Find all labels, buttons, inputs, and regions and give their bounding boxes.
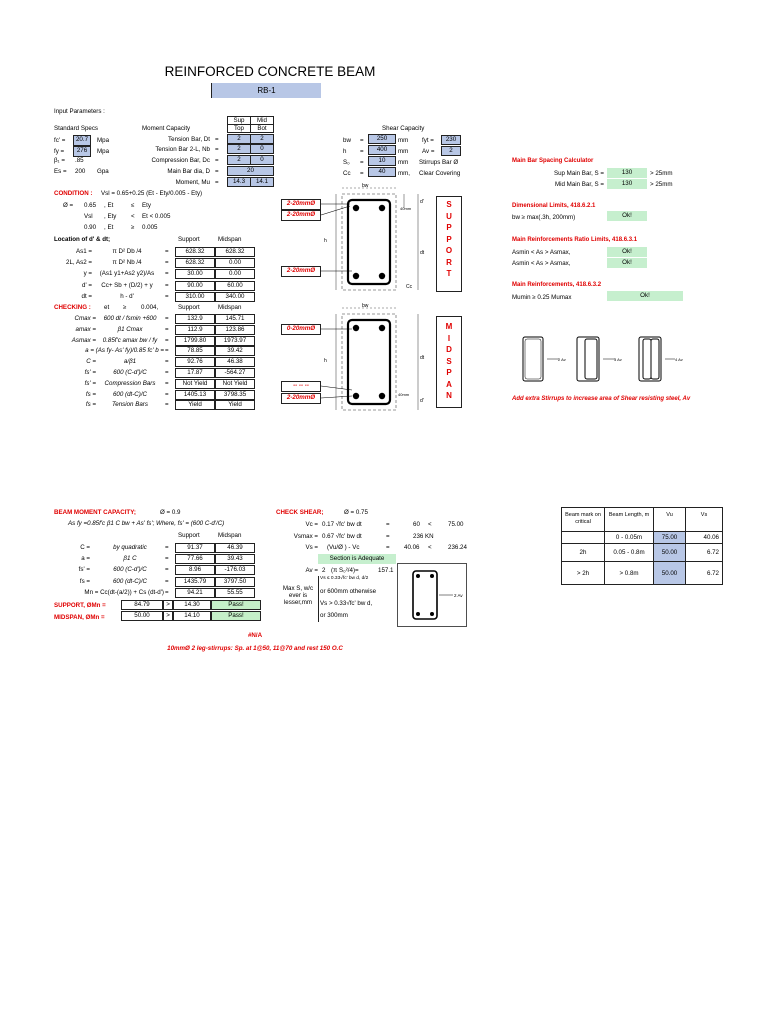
mid-spacing-value: 130: [607, 179, 647, 189]
vsmax-val: 236 KN: [413, 533, 434, 540]
midspan-letter: N: [446, 391, 452, 400]
support-pass: Pass!: [211, 600, 261, 610]
chk-sup-value: Yield: [175, 400, 215, 410]
h-dim-label: h: [324, 238, 327, 244]
sup-spacing-label: Sup Main Bar, S =: [553, 170, 604, 177]
midspan-header: Midspan: [218, 236, 242, 243]
loc-row-label: y =: [83, 270, 92, 278]
chk-row-label: fs' =: [84, 369, 96, 376]
condition-label: CONDITION :: [54, 190, 93, 197]
cc-input[interactable]: 40: [368, 167, 396, 177]
cond-row: ≥: [131, 224, 135, 231]
chk-row-formula: β1 Cmax: [117, 325, 143, 333]
chk-sup-value: 1405.13: [175, 390, 215, 400]
av-input[interactable]: 2: [441, 146, 461, 156]
bm-mid-value: 46.39: [215, 543, 255, 553]
midspan-letter: A: [446, 379, 452, 389]
loc-row-label: dt =: [81, 292, 92, 300]
table-header: Beam Length, m: [605, 508, 654, 532]
eq: =: [165, 358, 169, 366]
condition-formula: Vsl = 0.65+0.25 (Et - Ety/0.005 - Ety): [101, 190, 203, 197]
table-cell: [562, 532, 605, 544]
eq: =: [165, 292, 169, 300]
bm-row-label: fs' =: [78, 566, 90, 574]
cond-row: Vsl: [84, 213, 93, 220]
max-s-label: Max S, w/c ever is lesser,mm: [282, 585, 314, 606]
support-letter: R: [446, 257, 452, 267]
table-cell: 50.00: [654, 562, 686, 585]
vs-cmp: <: [428, 544, 432, 551]
stirrup-note: Add extra Stirrups to increase area of Shear resisting steel, Av: [512, 396, 691, 402]
chk-sup-value: 132.9: [175, 314, 215, 324]
loc-sup-value: 90.00: [175, 281, 215, 291]
d-prime-label: d': [420, 398, 424, 404]
check-shear-phi: Ø = 0.75: [344, 509, 368, 516]
ratio2-label: Asmin < As > Asmax,: [512, 260, 571, 267]
av-calc-val: 157.1: [378, 567, 394, 574]
eq: =: [165, 577, 169, 585]
midspan-letter: I: [447, 333, 451, 343]
eq: =: [215, 168, 219, 175]
bm-row-label: Mn = Cc(dt-(a/2)) + Cs (dt-d'): [84, 588, 164, 596]
chk-mid-value: 46.38: [215, 357, 255, 367]
eq: =: [165, 379, 169, 387]
fy-label: fy =: [54, 148, 65, 155]
s0-input[interactable]: 10: [368, 156, 396, 166]
eq: =: [165, 259, 169, 267]
table-cell: 75.00: [654, 532, 686, 544]
support-header: Support: [178, 532, 200, 539]
chk-mid-value: 3798.35: [215, 390, 255, 400]
eq: =: [165, 588, 169, 596]
main-bar-dia-input[interactable]: 20: [227, 166, 274, 176]
mc-mid-input[interactable]: 0: [250, 155, 274, 165]
bm-mid-value: 55.55: [215, 588, 255, 598]
loc-sup-value: 628.32: [175, 247, 215, 257]
table-cell: > 2h: [562, 562, 605, 585]
checking-et: et: [104, 304, 110, 311]
eq: =: [165, 544, 169, 551]
support-cmp: >: [163, 600, 173, 610]
mid-spacing-label: Mid Main Bar, S =: [554, 181, 604, 188]
chk-row-label: fs' =: [84, 379, 96, 387]
cond-row: 0.65: [84, 202, 97, 209]
bm-sup-value: 1435.79: [175, 577, 215, 587]
cond-row: <: [131, 213, 135, 220]
fc-input[interactable]: 20.7: [73, 135, 91, 146]
midspan-header: Midspan: [218, 532, 242, 539]
av-calc-n: 2: [322, 567, 326, 574]
table-header: Beam mark on critical: [562, 508, 605, 532]
mc-row-label: Tension Bar 2-L, Nb: [155, 146, 210, 153]
loc-row-label: As1 =: [76, 248, 92, 255]
table-header: Vs: [686, 508, 723, 532]
bw-unit: mm: [398, 137, 409, 144]
bm-row-formula: 600 (C-d')/C: [113, 566, 147, 574]
eq: =: [165, 336, 169, 344]
support-header: Support: [178, 304, 200, 311]
s0-note: Stirrups Bar Ø: [419, 159, 459, 166]
chk-mid-value: Not Yield: [215, 379, 255, 389]
fc-unit: Mpa: [97, 137, 110, 144]
support-phimn-label: SUPPORT, ØMn =: [54, 602, 106, 609]
chk-row-label: Asmax =: [71, 336, 96, 344]
eq: =: [165, 270, 169, 278]
mc-row-label: Moment, Mu: [175, 179, 210, 186]
bw-dim-label: bw: [362, 183, 369, 189]
loc-mid-value: 60.00: [215, 281, 255, 291]
midspan-header: Midspan: [218, 304, 242, 311]
chk-mid-value: 39.42: [215, 346, 255, 356]
standard-specs-heading: Standard Specs: [54, 125, 99, 132]
s40-label: 40mm: [398, 392, 410, 397]
section-adequate: Section is Adequate: [318, 554, 396, 564]
mc-sup-input[interactable]: 2: [227, 134, 251, 144]
loc-row-label: 2L, As2 =: [66, 259, 92, 267]
col-mid: Mid: [250, 116, 274, 125]
chk-row-label: a = (As fy- As' fy)/0.85 fc' b =: [85, 347, 164, 355]
bm-sup-value: 91.37: [175, 543, 215, 553]
chk-row-formula: 600 dt / fsmin +600: [103, 315, 157, 322]
h-dim-label: h: [324, 358, 327, 364]
mc-row-label: Tension Bar, Dt: [168, 136, 210, 143]
checking-label: CHECKING :: [54, 304, 91, 311]
mc-sup-input[interactable]: 2: [227, 155, 251, 165]
bw-dim-label: bw: [362, 303, 369, 309]
chk-mid-value: Yield: [215, 400, 255, 410]
beam-moment-title: BEAM MOMENT CAPACITY;: [54, 509, 136, 516]
cond-row: , Et: [104, 202, 114, 209]
fyt-input[interactable]: 230: [441, 135, 461, 145]
mc-row-label: Compression Bar, Dc: [151, 157, 210, 164]
main-value: Ok!: [607, 291, 683, 301]
s0-label: S₀: [343, 159, 350, 166]
eq: =: [215, 179, 219, 186]
eq: =: [360, 148, 364, 155]
loc-sup-value: 30.00: [175, 269, 215, 279]
midspan-pass: Pass!: [211, 611, 261, 621]
bm-sup-value: 8.96: [175, 565, 215, 575]
sup-spacing-value: 130: [607, 168, 647, 178]
chk-mid-value: 145.71: [215, 314, 255, 324]
av-fig-label: 3 Av: [614, 357, 622, 362]
table-cell: > 0.8m: [605, 562, 654, 585]
table-cell: 6.72: [686, 562, 723, 585]
midspan-letter: D: [446, 345, 452, 354]
bm-row-label: C =: [80, 544, 90, 551]
table-cell: 0 - 0.05m: [605, 532, 654, 544]
loc-mid-value: 628.32: [215, 247, 255, 257]
bm-row-formula: β1 C: [123, 555, 137, 563]
dt-dim-label: dt: [420, 355, 425, 361]
bm-row-label: a =: [81, 555, 90, 563]
cond-row: ≤: [131, 202, 135, 209]
mu-sup-input[interactable]: 14.3: [227, 177, 251, 187]
sup-top-bar-label: 2-20mmØ: [281, 199, 321, 210]
chk-row-label: C =: [86, 358, 96, 366]
col-top: Top: [227, 124, 251, 133]
sup-bot-bar-label: 2-20mmØ: [281, 266, 321, 277]
midspan-mu: 14.10: [173, 611, 211, 621]
bm-sup-value: 77.66: [175, 554, 215, 564]
mc-mid-input[interactable]: 0: [250, 144, 274, 154]
vsmax-eq: =: [386, 533, 390, 540]
bm-row-formula: 600 (dt-C)/C: [112, 577, 148, 585]
mid-dash-label: -- -- --: [281, 381, 321, 392]
eq: =: [360, 170, 364, 177]
eq: =: [165, 555, 169, 563]
loc-row-formula: h - d': [120, 292, 134, 300]
h-label: h: [343, 148, 347, 155]
stirrup-spec: 10mmØ 2 leg-stirrups: Sp. at 1@50, 11@70 and rest 150 O.C: [167, 645, 343, 652]
chk-sup-value: 1799.80: [175, 336, 215, 346]
vs-label: Vs =: [305, 544, 318, 551]
support-phimn-value: 84.79: [121, 600, 163, 610]
av-calc-label: Av =: [305, 567, 318, 574]
chk-row-label: amax =: [75, 325, 96, 333]
chk-sup-value: Not Yield: [175, 379, 215, 389]
vsmax-label: Vsmax =: [293, 533, 318, 540]
max-s-note: Vs > 0.33√fc' bw d,: [320, 600, 373, 607]
s40-label: 40mm: [400, 206, 412, 211]
eq: =: [165, 325, 169, 333]
chk-sup-value: 78.85: [175, 346, 215, 356]
loc-mid-value: 0.00: [215, 258, 255, 268]
dim-title: Dimensional Limits, 418.6.2.1: [512, 203, 596, 209]
midspan-phimn-value: 50.00: [121, 611, 163, 621]
av-fig-label: 4 Av: [675, 357, 683, 362]
vc-formula: 0.17 √fc' bw dt: [322, 521, 362, 528]
loc-row-formula: (As1 y1+As2 y2)/As: [99, 270, 155, 278]
ratio2-value: Ok!: [607, 258, 647, 268]
mid-top-bar-label: 0-20mmØ: [281, 324, 321, 335]
d-prime-label: d': [420, 199, 424, 205]
b1-label: β₁ =: [54, 157, 65, 164]
support-letter: S: [446, 200, 452, 209]
page-title: REINFORCED CONCRETE BEAM: [164, 64, 376, 79]
table-cell: 40.06: [686, 532, 723, 544]
vs-val: 40.06: [404, 544, 420, 551]
col-sup: Sup: [227, 116, 251, 125]
b1-value: .85: [75, 157, 84, 164]
vc-label: Vc =: [305, 521, 318, 528]
cc-unit: mm,: [398, 170, 411, 177]
eq: =: [165, 566, 169, 574]
sup-top-bar-label-2: 2-20mmØ: [281, 210, 321, 221]
eq: =: [165, 347, 169, 355]
dim-label: bw ≥ max(.3h, 200mm): [512, 214, 576, 221]
es-value: 200: [75, 168, 86, 175]
col-bot: Bot: [250, 124, 274, 133]
loc-row-formula: π D² Nb /4: [112, 259, 142, 267]
checking-val: 0.004,: [141, 304, 159, 311]
cc-note: Clear Covering: [419, 170, 461, 177]
na-value: #N/A: [247, 632, 263, 639]
support-letter: P: [446, 234, 452, 244]
chk-row-formula: 600 (dt-C)/C: [112, 390, 148, 398]
support-mu: 14.30: [173, 600, 211, 610]
mu-mid-input[interactable]: 14.1: [250, 177, 274, 187]
chk-row-formula: Compression Bars: [104, 379, 156, 387]
vs-eq: =: [386, 544, 390, 551]
main-label: Mumin ≥ 0.25 Mumax: [512, 294, 572, 301]
eq: =: [165, 281, 169, 289]
h-unit: mm: [398, 148, 409, 155]
midspan-letter: M: [445, 322, 453, 331]
loc-sup-value: 310.00: [175, 292, 215, 302]
eq: =: [215, 136, 219, 143]
mid-spacing-cond: > 25mm: [650, 181, 673, 188]
cond-row: 0.90: [84, 224, 97, 231]
vc-val: 60: [413, 521, 420, 528]
eq: =: [215, 157, 219, 164]
es-unit: Gpa: [97, 168, 109, 175]
support-letter: P: [446, 223, 452, 232]
eq: =: [165, 315, 169, 322]
vc-eq: =: [386, 521, 390, 528]
loc-mid-value: 0.00: [215, 269, 255, 279]
vc-vu: 75.00: [448, 521, 464, 528]
midspan-letter: S: [446, 356, 452, 366]
chk-row-formula: 0.85f'c amax bw / fy: [102, 336, 158, 344]
max-s-note: or 600mm otherwise: [320, 588, 377, 595]
eq: =: [360, 159, 364, 166]
av-label: Av =: [422, 148, 435, 155]
moment-capacity-heading: Moment Capacity: [142, 125, 191, 132]
bm-mid-value: 39.43: [215, 554, 255, 564]
loc-row-formula: Cc+ Sb + (D/2) + y: [101, 281, 153, 289]
cond-row: Et < 0.005: [142, 213, 171, 220]
chk-row-label: fs =: [85, 390, 96, 398]
chk-sup-value: 92.76: [175, 357, 215, 367]
spacing-title: Main Bar Spacing Calculator: [512, 158, 594, 164]
beam-moment-phi: Ø = 0.9: [160, 509, 181, 516]
fc-label: fc' =: [54, 137, 66, 144]
support-letter: U: [446, 211, 452, 221]
eq: =: [165, 390, 169, 398]
vsmax-formula: 0.67 √fc' bw dt: [322, 533, 362, 540]
beam-moment-formula: As fy =0.85f'c β1 C bw + As' fs'; Where, fs' = (600 C-d'/C): [68, 520, 225, 527]
chk-mid-value: 1973.97: [215, 336, 255, 346]
bm-mid-value: -176.03: [215, 565, 255, 575]
cond-row: , Et: [104, 224, 114, 231]
table-cell: 6.72: [686, 544, 723, 562]
av-fig-label: 2 Av: [454, 593, 463, 598]
chk-row-label: Cmax =: [74, 315, 96, 322]
input-parameters-label: Input Parameters :: [54, 108, 105, 115]
ratio1-value: Ok!: [607, 247, 647, 257]
eq: =: [165, 369, 169, 376]
support-letter: O: [445, 246, 453, 255]
eq: =: [215, 146, 219, 153]
chk-mid-value: 123.86: [215, 325, 255, 335]
cond-row: Ø =: [63, 202, 74, 209]
eq: =: [360, 137, 364, 144]
beam-id: RB-1: [211, 83, 321, 98]
support-letter: T: [446, 269, 452, 278]
mc-sup-input[interactable]: 2: [227, 144, 251, 154]
location-label: Location of d' & dt;: [54, 236, 111, 243]
max-s-note: or 300mm: [320, 612, 348, 619]
midspan-letter: P: [446, 368, 452, 377]
eq: =: [165, 248, 169, 255]
bm-row-label: fs =: [79, 577, 90, 585]
support-header: Support: [178, 236, 200, 243]
beam-length-table: [561, 507, 723, 585]
mc-row-label: Main Bar dia, D: [167, 168, 210, 175]
vs-formula: (Vu/Ø ) - Vc: [327, 544, 360, 551]
s0-unit: mm: [398, 159, 409, 166]
chk-row-formula: a/β1: [123, 358, 137, 366]
sup-spacing-cond: > 25mm: [650, 170, 673, 177]
chk-sup-value: 112.9: [175, 325, 215, 335]
bm-sup-value: 94.21: [175, 588, 215, 598]
vc-cmp: <: [428, 521, 432, 528]
table-cell: 2h: [562, 544, 605, 562]
table-cell: 50.00: [654, 544, 686, 562]
bm-mid-value: 3797.50: [215, 577, 255, 587]
cond-row: 0.005: [142, 224, 158, 231]
check-shear-title: CHECK SHEAR;: [276, 509, 324, 516]
loc-row-label: d' =: [82, 281, 92, 289]
loc-mid-value: 340.00: [215, 292, 255, 302]
mc-mid-input[interactable]: 2: [250, 134, 274, 144]
dim-value: Ok!: [607, 211, 647, 221]
cc-label: Cc: [343, 170, 351, 177]
chk-row-label: fs =: [85, 401, 96, 409]
ratio1-label: Asmin < As > Asmax,: [512, 249, 571, 256]
chk-row-formula: Tension Bars: [112, 401, 148, 409]
fyt-label: fyt =: [422, 137, 434, 144]
checking-ge: ≥: [123, 304, 127, 311]
dt-dim-label: dt: [420, 250, 425, 256]
es-label: Es =: [54, 168, 67, 175]
bw-label: bw: [343, 137, 351, 144]
cc-dim-label: Cc: [406, 284, 413, 290]
midspan-phimn-label: MIDSPAN, ØMn =: [54, 614, 105, 621]
bm-row-formula: by quadratic: [113, 544, 147, 551]
loc-sup-value: 628.32: [175, 258, 215, 268]
bw-input[interactable]: 250: [368, 134, 396, 144]
cond-row: , Ety: [104, 213, 117, 220]
h-input[interactable]: 400: [368, 145, 396, 155]
eq: =: [165, 401, 169, 409]
cond-row: Ety: [142, 202, 151, 209]
av-calc-formula: (π S₀²/4)=: [331, 567, 359, 574]
main-title: Main Reinforcements, 418.6.3.2: [512, 282, 602, 288]
loc-row-formula: π D² Db /4: [112, 248, 142, 255]
fy-unit: Mpa: [97, 148, 110, 155]
chk-mid-value: -564.27: [215, 368, 255, 378]
av-fig-label: 2 Av: [558, 357, 566, 362]
mid-bot-bar-label: 2-20mmØ: [281, 393, 321, 404]
max-s-note: Vs ≤ 0.33√fc' bw d, d/2: [320, 576, 369, 581]
table-header: Vu: [654, 508, 686, 532]
fy-input[interactable]: 276: [73, 146, 91, 157]
midspan-cmp: >: [163, 611, 173, 621]
vs-max: 236.24: [448, 544, 467, 551]
ratio-title: Main Reinforcements Ratio Limits, 418.6.3.1: [512, 237, 638, 243]
table-cell: 0.05 - 0.8m: [605, 544, 654, 562]
chk-row-formula: 600 (C-d')/C: [113, 369, 147, 376]
chk-sup-value: 17.87: [175, 368, 215, 378]
shear-capacity-heading: Shear Capacity: [382, 125, 425, 132]
